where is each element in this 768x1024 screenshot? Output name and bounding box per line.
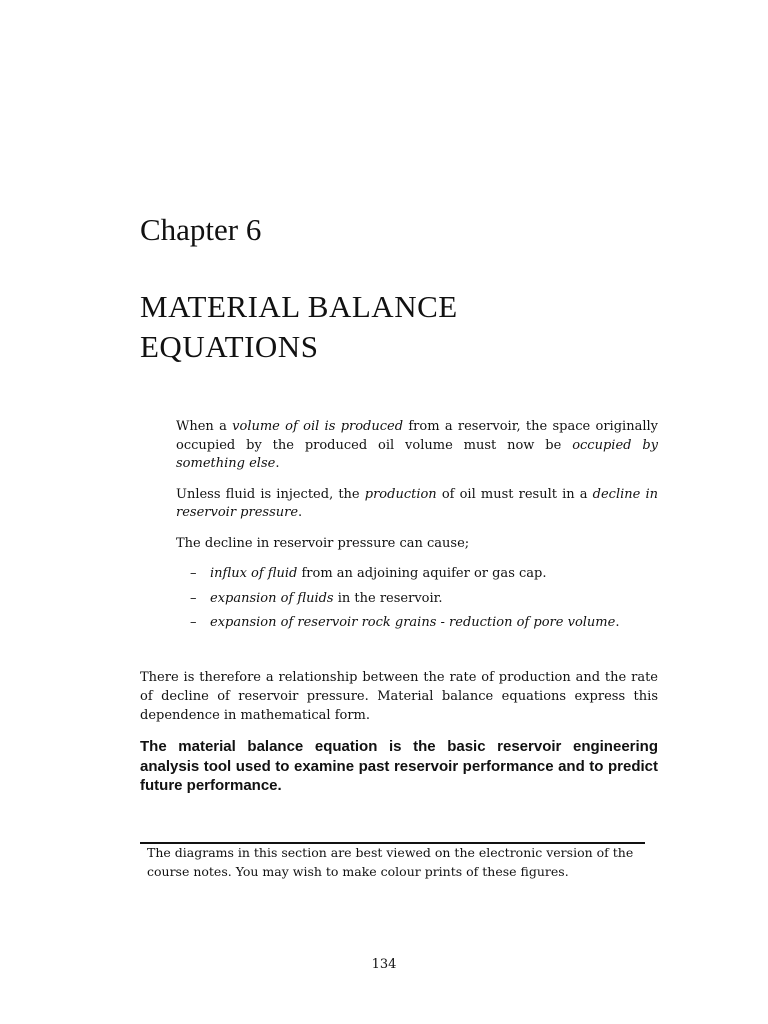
chapter-title xyxy=(140,287,660,367)
text-run: of oil must result in a xyxy=(436,486,593,502)
list-dash: – xyxy=(190,590,197,606)
cause-list-item xyxy=(176,565,658,584)
emphasis-run: expansion of reservoir rock grains - reduction of pore volume xyxy=(210,615,616,630)
text-run: . xyxy=(275,456,280,471)
text-run: in the reservoir. xyxy=(333,590,443,606)
intro-paragraph-1 xyxy=(176,418,658,474)
intro-paragraph-3: The decline in reservoir pressure can cause; xyxy=(176,535,470,551)
text-run: . xyxy=(615,615,620,630)
emphasis-run: volume of oil is produced xyxy=(232,419,404,434)
emphasis-run: decline in reservoir pressure xyxy=(176,486,659,520)
chapter-title-line-2: EQUATIONS xyxy=(140,329,319,364)
emphasis-run: occupied by something else xyxy=(176,437,658,471)
key-statement-paragraph: The material balance equation is the basic reservoir engineering analysis tool used to examine past reservoir performance and to predict future performance. xyxy=(140,738,658,794)
intro-paragraph-2 xyxy=(176,486,658,523)
emphasis-run: production xyxy=(364,486,437,502)
cause-list-item xyxy=(176,614,658,633)
chapter-number-heading: Chapter 6 xyxy=(140,212,262,247)
text-run: from a reservoir, the space originally occupied by the produced oil volume must now be xyxy=(176,419,658,453)
relationship-paragraph: There is therefore a relationship between the rate of production and the rate of decline of reservoir pressure. Material balance equations express this dependence in mathematical form. xyxy=(140,670,658,723)
cause-list-item xyxy=(176,590,658,609)
text-run: from an adjoining aquifer or gas cap. xyxy=(297,566,547,581)
list-dash: – xyxy=(190,615,197,630)
text-run: When a xyxy=(176,419,233,434)
text-run: Unless fluid is injected, the xyxy=(176,486,365,502)
list-dash: – xyxy=(190,566,197,581)
cause-list xyxy=(176,565,658,633)
footnote: The diagrams in this section are best viewed on the electronic version of the course notes. You may wish to make colour prints of these figures. xyxy=(147,845,634,879)
chapter-title-line-1: MATERIAL BALANCE xyxy=(140,289,458,324)
intro-block xyxy=(176,418,658,639)
emphasis-run: expansion of fluids xyxy=(210,590,334,606)
emphasis-run: influx of fluid xyxy=(210,566,298,581)
page-number: 134 xyxy=(371,957,397,972)
text-run: . xyxy=(298,505,303,520)
